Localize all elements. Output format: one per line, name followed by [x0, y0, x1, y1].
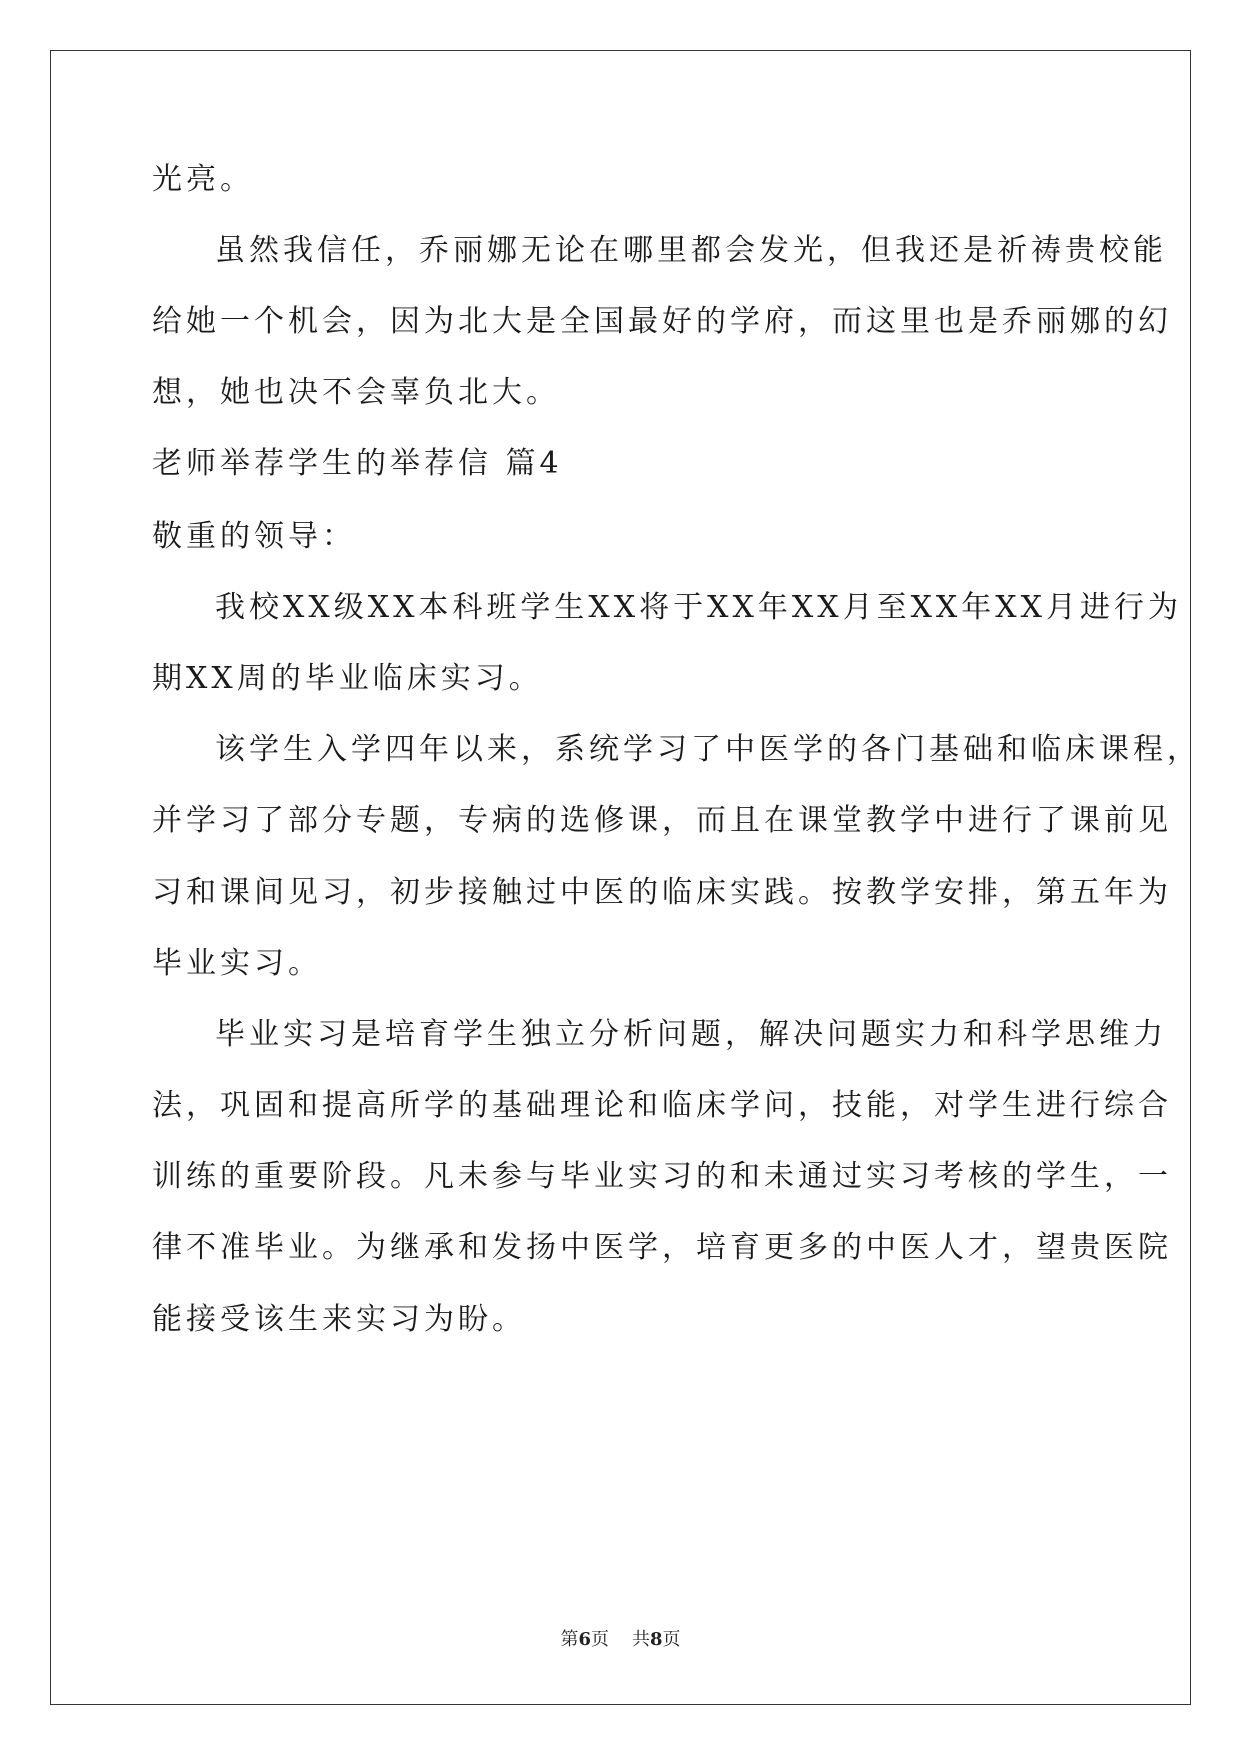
page-prefix: 第 — [560, 1629, 579, 1650]
total-prefix: 共 — [631, 1629, 650, 1650]
paragraph-line: 习和课间见习，初步接触过中医的临床实践。按教学安排，第五年为 — [152, 875, 1172, 910]
paragraph-line: 想，她也决不会辜负北大。 — [152, 375, 560, 410]
paragraph-line: 律不准毕业。为继承和发扬中医学，培育更多的中医人才，望贵医院 — [152, 1230, 1172, 1265]
paragraph-line: 我校XX级XX本科班学生XX将于XX年XX月至XX年XX月进行为 — [215, 590, 1183, 625]
page-number: 6 — [578, 1629, 592, 1650]
page-footer — [0, 1628, 1241, 1652]
page-suffix: 页 — [591, 1629, 610, 1650]
paragraph-line: 该学生入学四年以来，系统学习了中医学的各门基础和临床课程， — [215, 732, 1201, 767]
paragraph-line: 毕业实习。 — [152, 946, 322, 981]
paragraph-line: 并学习了部分专题，专病的选修课，而且在课堂教学中进行了课前见 — [152, 803, 1172, 838]
paragraph-line: 训练的重要阶段。凡未参与毕业实习的和未通过实习考核的学生，一 — [152, 1159, 1172, 1194]
paragraph-line: 能接受该生来实习为盼。 — [152, 1302, 526, 1337]
paragraph-line: 期XX周的毕业临床实习。 — [152, 661, 543, 696]
total-suffix: 页 — [662, 1629, 681, 1650]
paragraph-line: 法，巩固和提高所学的基础理论和临床学问，技能，对学生进行综合 — [152, 1088, 1172, 1123]
paragraph-line: 虽然我信任，乔丽娜无论在哪里都会发光，但我还是祈祷贵校能 — [215, 233, 1167, 268]
total-pages: 8 — [649, 1629, 663, 1650]
paragraph-line: 给她一个机会，因为北大是全国最好的学府，而这里也是乔丽娜的幻 — [152, 304, 1172, 339]
paragraph-line: 毕业实习是培育学生独立分析问题，解决问题实力和科学思维力 — [215, 1017, 1167, 1052]
paragraph-line: 光亮。 — [152, 162, 254, 197]
salutation: 敬重的领导： — [152, 519, 356, 554]
section-heading: 老师举荐学生的举荐信 篇4 — [152, 446, 563, 481]
